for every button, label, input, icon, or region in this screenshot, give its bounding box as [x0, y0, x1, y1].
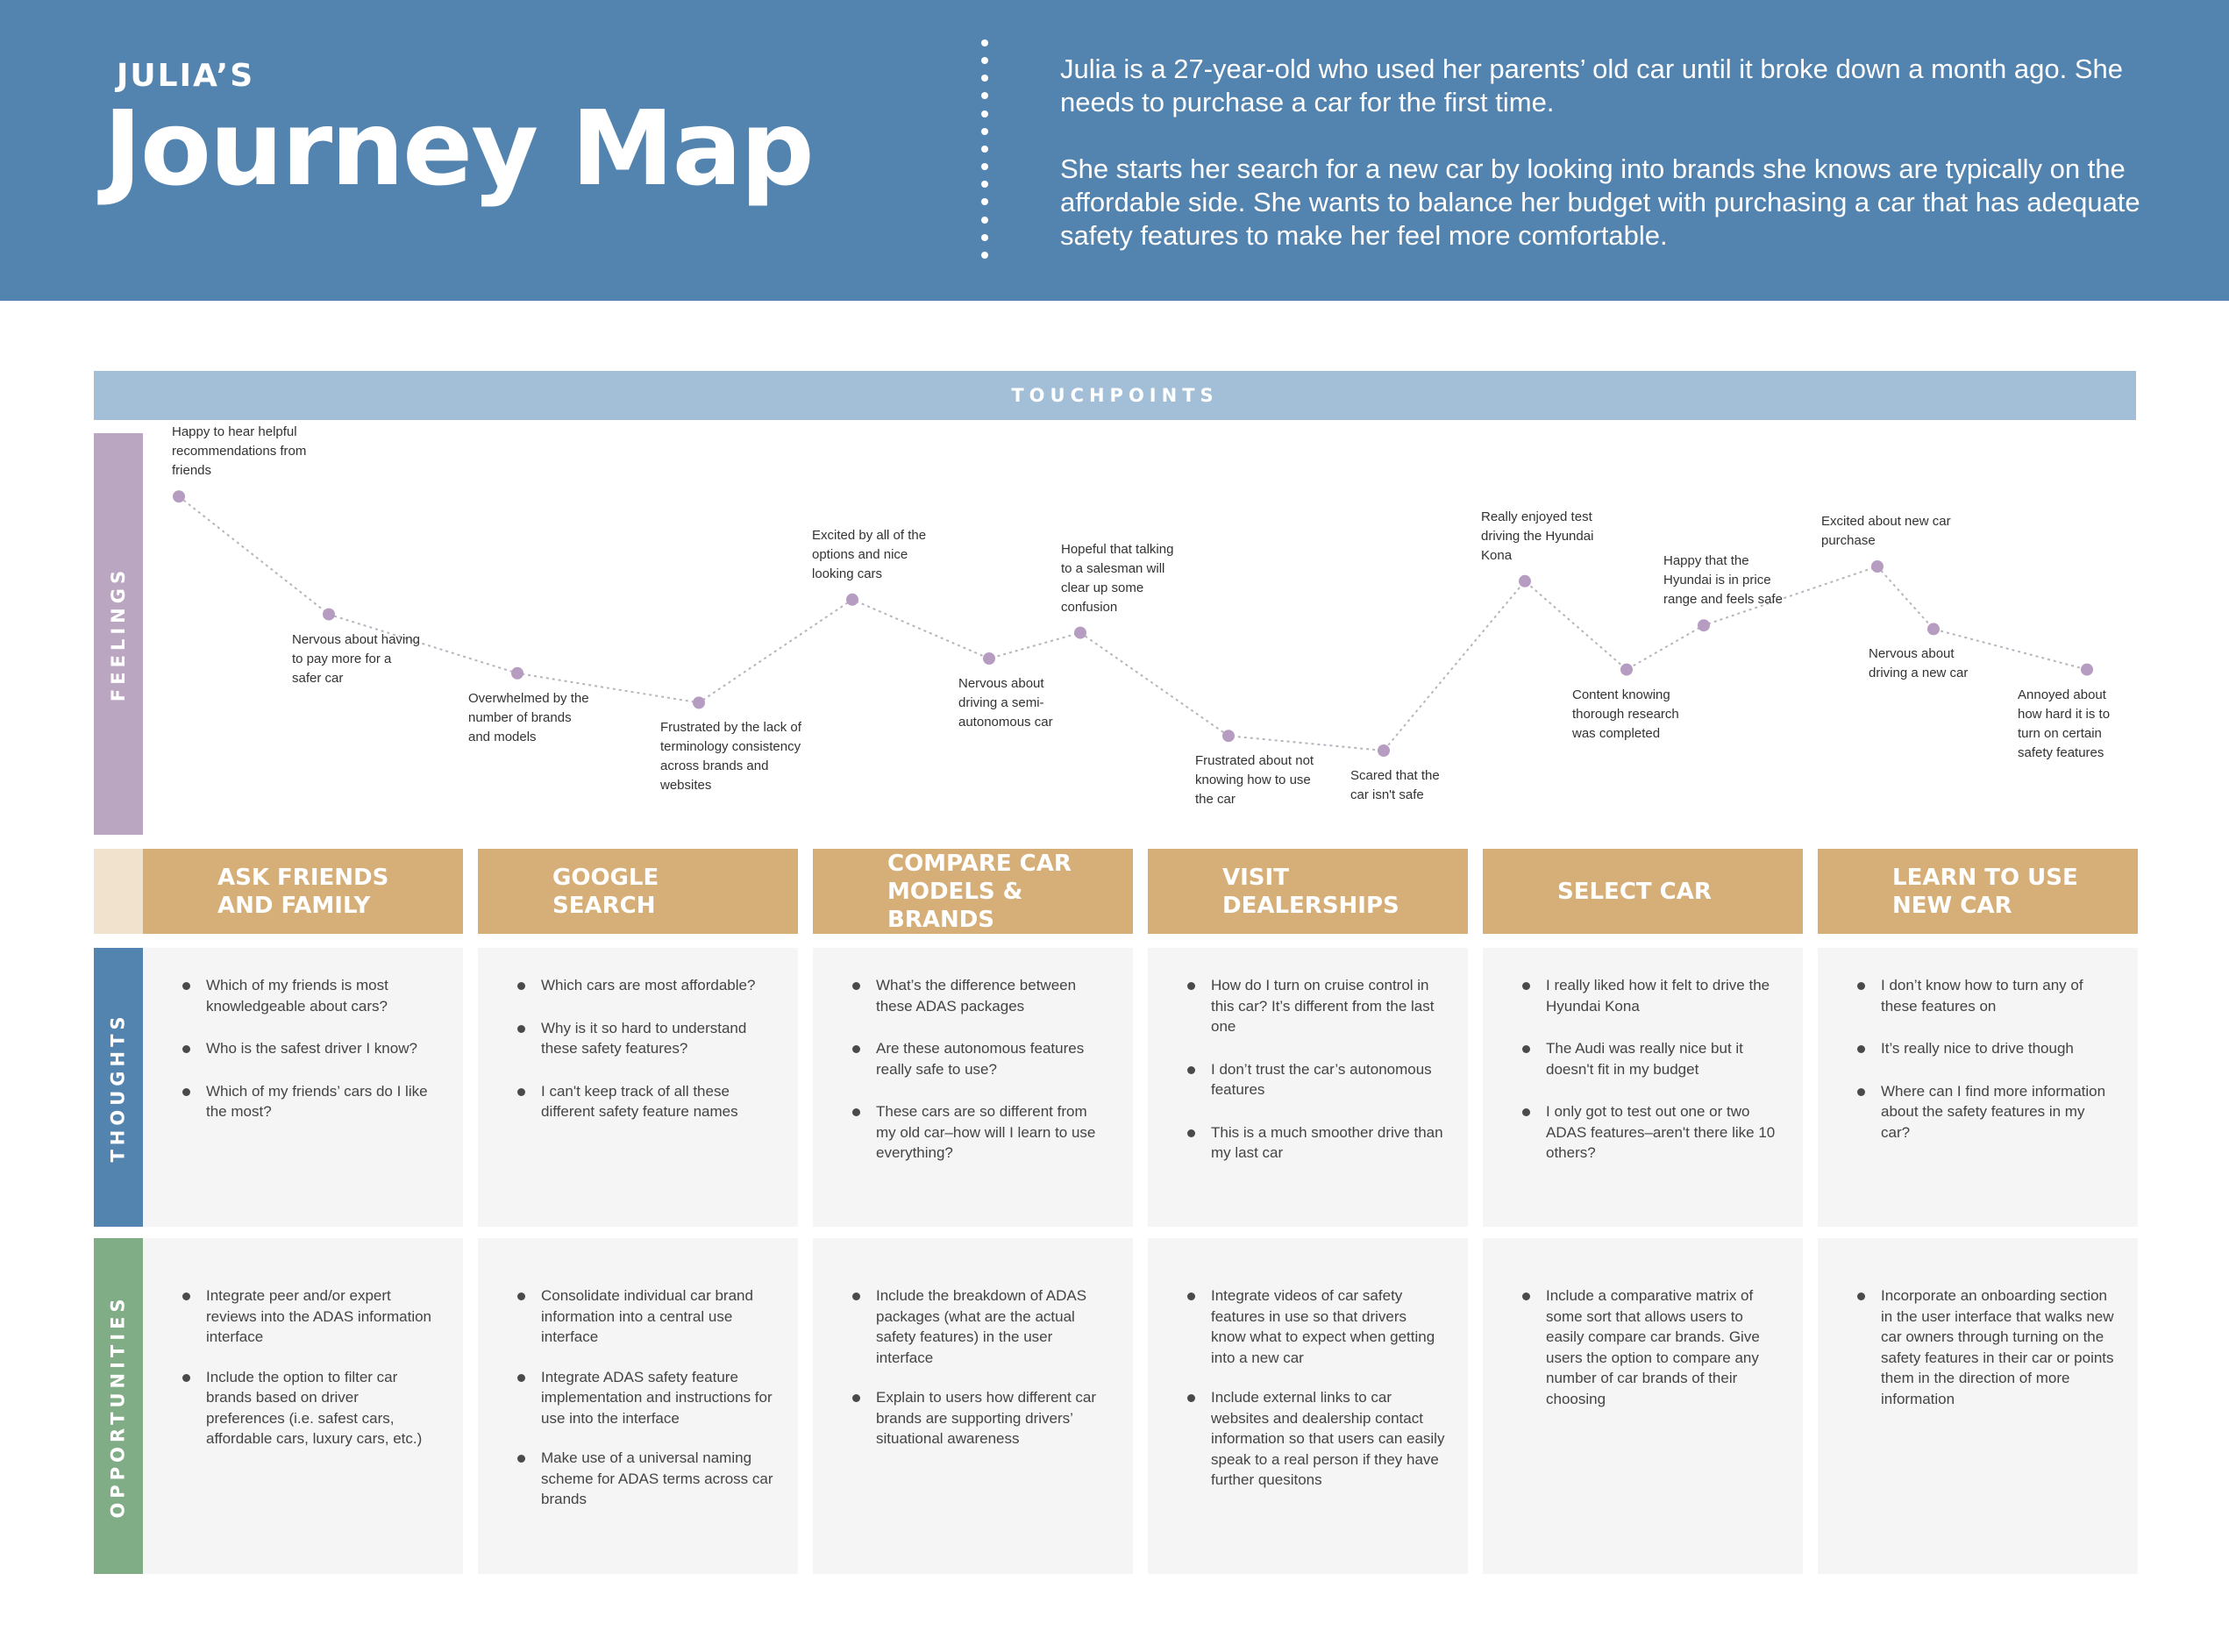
- feeling-label: Nervous about driving a semi-autonomous car: [958, 676, 1053, 730]
- thoughts-cell-select-car: [1483, 948, 1803, 1227]
- opportunities-label: OPPORTUNITIES: [108, 1293, 129, 1519]
- stage-google-search: [478, 849, 798, 934]
- stage-title: VISIT DEALERSHIPS: [1222, 864, 1399, 919]
- feeling-label: Nervous about having to pay more for a safer car: [292, 631, 420, 686]
- feeling-point: [1871, 560, 1884, 573]
- thought-item: These cars are so different from my old car–how will I learn to use everything?: [876, 1101, 1108, 1164]
- thoughts-cell-learn-new-car: [1818, 948, 2138, 1227]
- feeling-label: Really enjoyed test driving the Hyundai Kona: [1481, 509, 1594, 563]
- feelings-row-label: [94, 433, 143, 835]
- thoughts-cell-ask-friends: [143, 948, 463, 1227]
- feeling-label: Content knowing thorough research was completed: [1572, 687, 1679, 741]
- stage-compare-car-models-brands: [813, 849, 1133, 934]
- page-title: Journey Map: [103, 88, 813, 209]
- stage-title: GOOGLE SEARCH: [552, 864, 659, 919]
- feeling-point: [1620, 664, 1633, 676]
- stage-ask-friends-and-family: [143, 849, 463, 934]
- opportunity-item: Include external links to car websites and dealership contact information so that users can easily speak to a real person if they have further quesitons: [1211, 1387, 1445, 1491]
- thought-item: I really liked how it felt to drive the Hyundai Kona: [1546, 975, 1778, 1016]
- feeling-label: Scared that the car isn't safe: [1350, 768, 1440, 802]
- thought-item: Which of my friends is most knowledgeable about cars?: [206, 975, 438, 1016]
- feeling-point: [1074, 627, 1086, 639]
- thought-item: Which of my friends’ cars do I like the most?: [206, 1081, 438, 1122]
- feeling-label: Happy to hear helpful recommendations from friends: [172, 424, 307, 479]
- feeling-point: [511, 667, 523, 680]
- feeling-label: Frustrated by the lack of terminology consistency across brands and websites: [660, 720, 801, 794]
- stage-title: LEARN TO USE NEW CAR: [1892, 864, 2078, 919]
- stage-title: ASK FRIENDS AND FAMILY: [217, 864, 389, 919]
- opportunity-item: Include the breakdown of ADAS packages (what are the actual safety features) in the user interface: [876, 1285, 1110, 1368]
- feeling-point: [2081, 664, 2093, 676]
- thought-item: How do I turn on cruise control in this car? It’s different from the last one: [1211, 975, 1443, 1037]
- feeling-point: [323, 609, 335, 621]
- feeling-label: Overwhelmed by the number of brands and models: [468, 690, 589, 744]
- stage-row-spacer: [94, 849, 143, 934]
- header-banner: [0, 0, 2229, 301]
- thought-item: Which cars are most affordable?: [541, 975, 773, 996]
- thought-item: It’s really nice to drive though: [1881, 1038, 2113, 1059]
- feeling-label: Happy that the Hyundai is in price range and feels safe: [1663, 553, 1783, 608]
- stage-learn-to-use-new-car: [1818, 849, 2138, 934]
- thought-item: This is a much smoother drive than my last car: [1211, 1122, 1443, 1164]
- thoughts-row-label: [94, 948, 143, 1227]
- journey-owner: JULIA’S: [117, 58, 255, 94]
- opportunities-cell-ask-friends: [143, 1238, 463, 1574]
- thoughts-label: THOUGHTS: [108, 1012, 130, 1163]
- persona-description: [1060, 53, 2156, 253]
- feeling-point: [846, 594, 858, 606]
- feeling-point: [1519, 575, 1531, 587]
- thought-item: What’s the difference between these ADAS packages: [876, 975, 1108, 1016]
- opportunity-item: Incorporate an onboarding section in the user interface that walks new car owners through turning on the safety features in their car or points them in the direction of more information: [1881, 1285, 2115, 1409]
- feeling-label: Annoyed about how hard it is to turn on certain safety features: [2018, 687, 2111, 760]
- thought-item: Who is the safest driver I know?: [206, 1038, 438, 1059]
- thought-item: Why is it so hard to understand these safety features?: [541, 1018, 773, 1059]
- thought-item: I don’t know how to turn any of these features on: [1881, 975, 2113, 1016]
- thought-item: I only got to test out one or two ADAS features–aren't there like 10 others?: [1546, 1101, 1778, 1164]
- feeling-label: Excited by all of the options and nice looking cars: [812, 527, 927, 581]
- opportunity-item: Consolidate individual car brand information into a central use interface: [541, 1285, 775, 1348]
- stage-title: COMPARE CAR MODELS & BRANDS: [887, 850, 1072, 933]
- touchpoints-bar: [94, 371, 2136, 420]
- opportunities-cell-select-car: [1483, 1238, 1803, 1574]
- opportunity-item: Explain to users how different car brands are supporting drivers’ situational awareness: [876, 1387, 1110, 1449]
- feeling-point: [1378, 744, 1390, 757]
- touchpoints-label: TOUCHPOINTS: [1011, 385, 1219, 406]
- thought-item: I don’t trust the car’s autonomous features: [1211, 1059, 1443, 1100]
- feelings-label: FEELINGS: [108, 566, 130, 702]
- thought-item: Where can I find more information about the safety features in my car?: [1881, 1081, 2113, 1143]
- stage-visit-dealerships: [1148, 849, 1468, 934]
- opportunities-cell-learn-new-car: [1818, 1238, 2138, 1574]
- opportunity-item: Integrate videos of car safety features in use so that drivers know what to expect when getting into a new car: [1211, 1285, 1445, 1368]
- feeling-point: [983, 652, 995, 665]
- opportunities-cell-google-search: [478, 1238, 798, 1574]
- opportunity-item: Include a comparative matrix of some sort that allows users to easily compare car brands. Give users the option to compare any number of car brands of their choosing: [1546, 1285, 1780, 1409]
- opportunities-row-label: [94, 1238, 143, 1574]
- thought-item: I can't keep track of all these different safety feature names: [541, 1081, 773, 1122]
- opportunities-cell-compare: [813, 1238, 1133, 1574]
- thought-item: The Audi was really nice but it doesn't fit in my budget: [1546, 1038, 1778, 1079]
- persona-paragraph-1: Julia is a 27-year-old who used her parents’ old car until it broke down a month ago. She needs to purchase a car for the first time.: [1060, 53, 2123, 117]
- dotted-divider: [981, 39, 990, 259]
- feeling-label: Nervous about driving a new car: [1869, 646, 1969, 681]
- opportunities-cell-dealerships: [1148, 1238, 1468, 1574]
- feeling-label: Hopeful that talking to a salesman will clear up some confusion: [1061, 541, 1174, 615]
- feeling-point: [1927, 623, 1940, 635]
- feeling-point: [1698, 619, 1710, 631]
- feeling-label: Frustrated about not knowing how to use the car: [1195, 753, 1314, 808]
- feelings-line: [179, 496, 2087, 751]
- thoughts-cell-google-search: [478, 948, 798, 1227]
- thought-item: Are these autonomous features really safe to use?: [876, 1038, 1108, 1079]
- thoughts-cell-compare: [813, 948, 1133, 1227]
- opportunity-item: Include the option to filter car brands based on driver preferences (i.e. safest cars, affordable cars, luxury cars, etc.): [206, 1367, 440, 1449]
- persona-paragraph-2: She starts her search for a new car by looking into brands she knows are typically on the affordable side. She wants to balance her budget with purchasing a car that has adequate safety features to make her feel more comfortable.: [1060, 153, 2140, 251]
- thoughts-cell-dealerships: [1148, 948, 1468, 1227]
- opportunity-item: Make use of a universal naming scheme for ADAS terms across car brands: [541, 1448, 775, 1510]
- feeling-point: [173, 490, 185, 502]
- opportunity-item: Integrate peer and/or expert reviews into the ADAS information interface: [206, 1285, 440, 1348]
- feeling-point: [693, 696, 705, 709]
- feeling-point: [1222, 730, 1235, 742]
- stage-select-car: [1483, 849, 1803, 934]
- stage-title: SELECT CAR: [1557, 878, 1712, 905]
- feeling-label: Excited about new car purchase: [1821, 514, 1951, 548]
- opportunity-item: Integrate ADAS safety feature implementation and instructions for use into the interface: [541, 1367, 775, 1429]
